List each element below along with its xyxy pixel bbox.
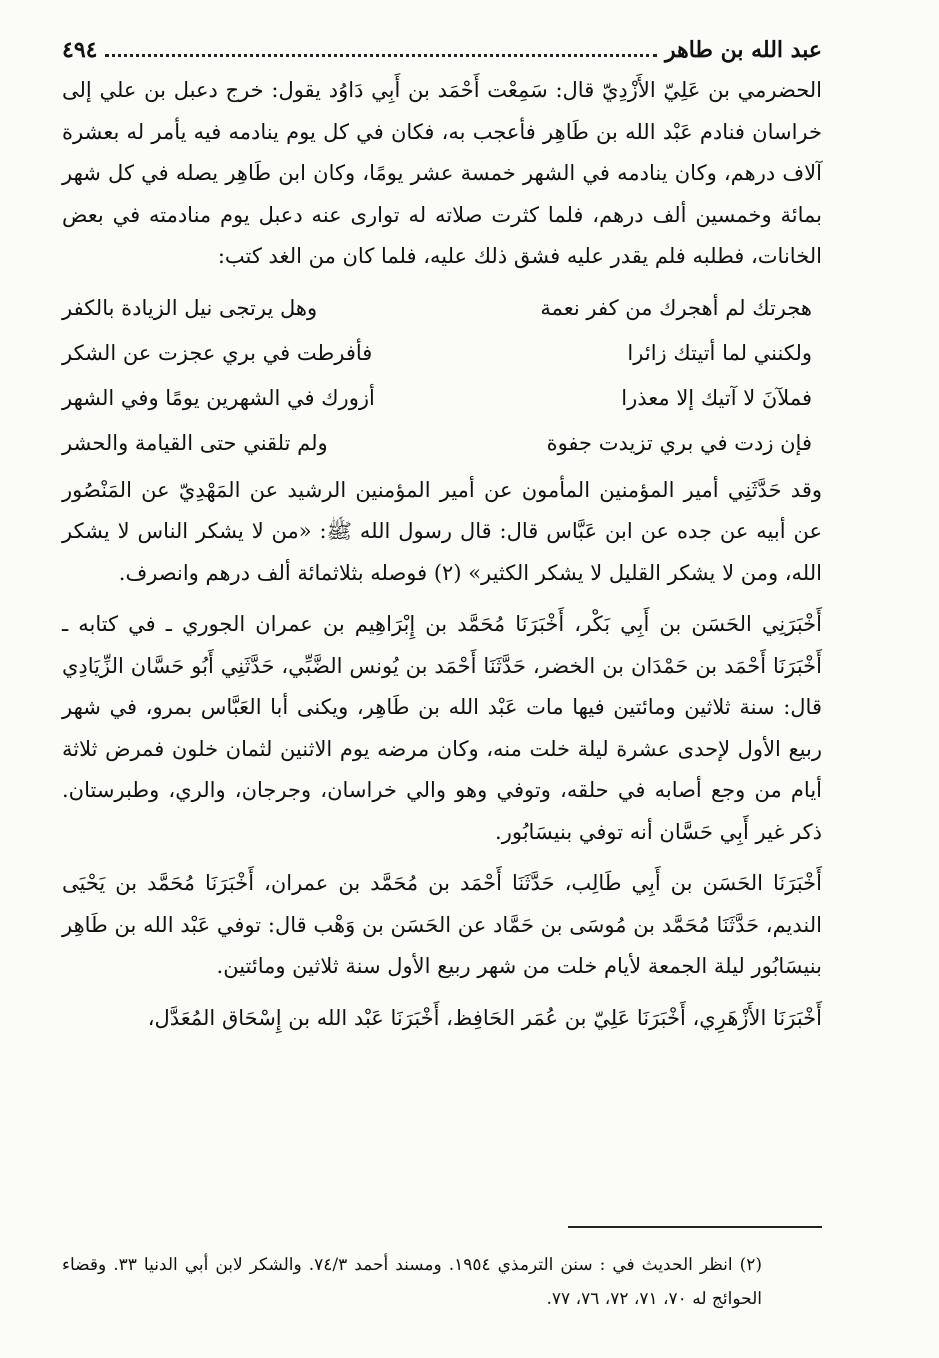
verse-second-hemistich: فأفرطت في بري عجزت عن الشكر <box>62 340 373 365</box>
header-leader-dots <box>105 54 657 57</box>
page-number: ٤٩٤ <box>62 37 98 63</box>
paragraph-1: الحضرمي بن عَلِيّ الأَزْدِيّ قال: سَمِعْت أَحْمَد بن أَبِي دَاوُد يقول: خرج دعبل بن علي إلى خراسان فنادم عَبْد الله بن طَاهِر فأعجب به، فكان في كل يوم ينادمه فيه يأمر له بعشرة آلاف درهم، وكان ينادمه في الشهر خمسة عشر يومًا، وكان ابن طَاهِر يصله في كل شهر بمائة وخمسين ألف درهم، فلما كثرت صلاته له توارى عنه دعبل يوم منادمته في بعض الخانات، فطلبه فلم يقدر عليه فشق ذلك عليه، فلما كان من الغد كتب: <box>62 78 822 268</box>
verse-first-hemistich: ولكنني لما أتيتك زائرا <box>627 340 812 365</box>
page-header <box>62 30 822 70</box>
paragraph-5: أَخْبَرَنَا الأَزْهَرِي، أَخْبَرَنَا عَلِيّ بن عُمَر الحَافِظ، أَخْبَرَنَا عَبْد الله بن إِسْحَاق المُعَدَّل، <box>147 1005 822 1030</box>
poem-verse <box>62 421 822 466</box>
verse-first-hemistich: فإن زدت في بري تزيدت جفوة <box>546 430 812 455</box>
poem-verse <box>62 286 822 331</box>
verse-second-hemistich: ولم تلقني حتى القيامة والحشر <box>62 430 328 455</box>
poem-verse <box>62 331 822 376</box>
verse-first-hemistich: فملآنَ لا آتيك إلا معذرا <box>621 385 812 410</box>
footnote-separator <box>568 1226 822 1228</box>
verse-first-hemistich: هجرتك لم أهجرك من كفر نعمة <box>540 295 812 320</box>
paragraph-3: أَخْبَرَنِي الحَسَن بن أَبِي بَكْر، أَخْبَرَنَا مُحَمَّد بن إِبْرَاهِيم بن عمران الجوري ـ في كتابه ـ أَخْبَرَنَا أَحْمَد بن حَمْدَان بن الخضر، حَدَّثَنَا أَحْمَد بن يُونس الضَّبِّي، حَدَّثَنِي أَبُو حَسَّان الزِّيَادِي قال: سنة ثلاثين ومائتين فيها مات عَبْد الله بن طَاهِر، ويكنى أبا العَبَّاس بمرو، في شهر ربيع الأول لإحدى عشرة ليلة خلت منه، وكان مرضه يوم الاثنين لثمان خلون فمرض ثلاثة أيام من وجع أصابه في حلقه، وتوفي وهو والي خراسان، وجرجان، والري، وطبرستان. ذكر غير أَبِي حَسَّان أنه توفي بنيسَابُور. <box>62 612 822 844</box>
poem-verse <box>62 376 822 421</box>
page-body <box>62 30 822 1039</box>
paragraph-2: وقد حَدَّثَنِي أمير المؤمنين المأمون عن أمير المؤمنين الرشيد عن المَهْدِيّ عن المَنْصُور عن أبيه عن جده عن ابن عَبَّاس قال: قال رسول الله ﷺ: «من لا يشكر الناس لا يشكر الله، ومن لا يشكر القليل لا يشكر الكثير» (٢) فوصله بثلاثمائة ألف درهم وانصرف. <box>62 477 822 585</box>
running-title: عبد الله بن طاهر <box>664 37 822 63</box>
paragraph-4: أَخْبَرَنَا الحَسَن بن أَبِي طَالِب، حَدَّثَنَا أَحْمَد بن مُحَمَّد بن عمران، أَخْبَرَنَا مُحَمَّد بن يَحْيَى النديم، حَدَّثَنَا مُحَمَّد بن مُوسَى بن حَمَّاد عن الحَسَن بن وَهْب قال: توفي عَبْد الله بن طَاهِر بنيسَابُور ليلة الجمعة لأيام خلت من شهر ربيع الأول سنة ثلاثين ومائتين. <box>62 871 822 978</box>
poem <box>62 286 822 466</box>
verse-second-hemistich: وهل يرتجى نيل الزيادة بالكفر <box>62 295 318 320</box>
footnote: (٢) انظر الحديث في : سنن الترمذي ١٩٥٤. ومسند أحمد ٧٤/٣. والشكر لابن أبي الدنيا ٣٣. وقضاء الحوائج له ٧٠، ٧١، ٧٢، ٧٦، ٧٧. <box>62 1255 762 1309</box>
verse-second-hemistich: أزورك في الشهرين يومًا وفي الشهر <box>62 385 375 410</box>
